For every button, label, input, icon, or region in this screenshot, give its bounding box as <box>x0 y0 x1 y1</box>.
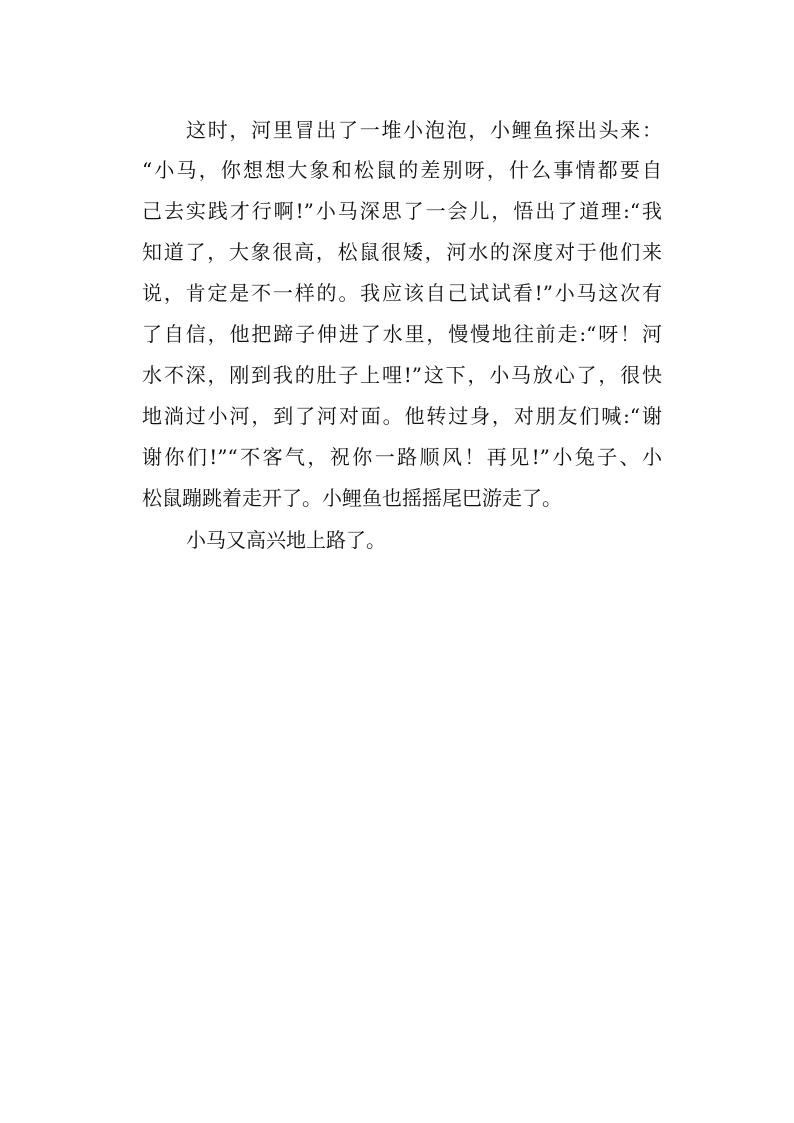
paragraph-1-line-4: 知道了，大象很高，松鼠很矮，河水的深度对于他们来 <box>142 240 662 264</box>
paragraph-1-line-9: 谢你们!”“不客气，祝你一路顺风！再见!”小兔子、小 <box>142 445 662 469</box>
paragraph-2-line-1: 小马又高兴地上路了。 <box>186 528 386 552</box>
paragraph-1-line-5: 说，肯定是不一样的。我应该自己试试看!”小马这次有 <box>142 281 662 305</box>
paragraph-1-line-3: 己去实践才行啊!”小马深思了一会儿，悟出了道理:“我 <box>142 199 662 223</box>
paragraph-1-line-2: “小马，你想想大象和松鼠的差别呀，什么事情都要自 <box>142 158 662 182</box>
paragraph-1-line-10: 松鼠蹦跳着走开了。小鲤鱼也摇摇尾巴游走了。 <box>142 486 562 510</box>
paragraph-1-line-1: 这时，河里冒出了一堆小泡泡，小鲤鱼探出头来： <box>186 118 662 142</box>
paragraph-1-line-8: 地淌过小河，到了河对面。他转过身，对朋友们喊:“谢 <box>142 404 662 428</box>
paragraph-1-line-7: 水不深，刚到我的肚子上哩!”这下，小马放心了，很快 <box>142 363 662 387</box>
paragraph-1-line-6: 了自信，他把蹄子伸进了水里，慢慢地往前走:“呀！河 <box>142 322 662 346</box>
